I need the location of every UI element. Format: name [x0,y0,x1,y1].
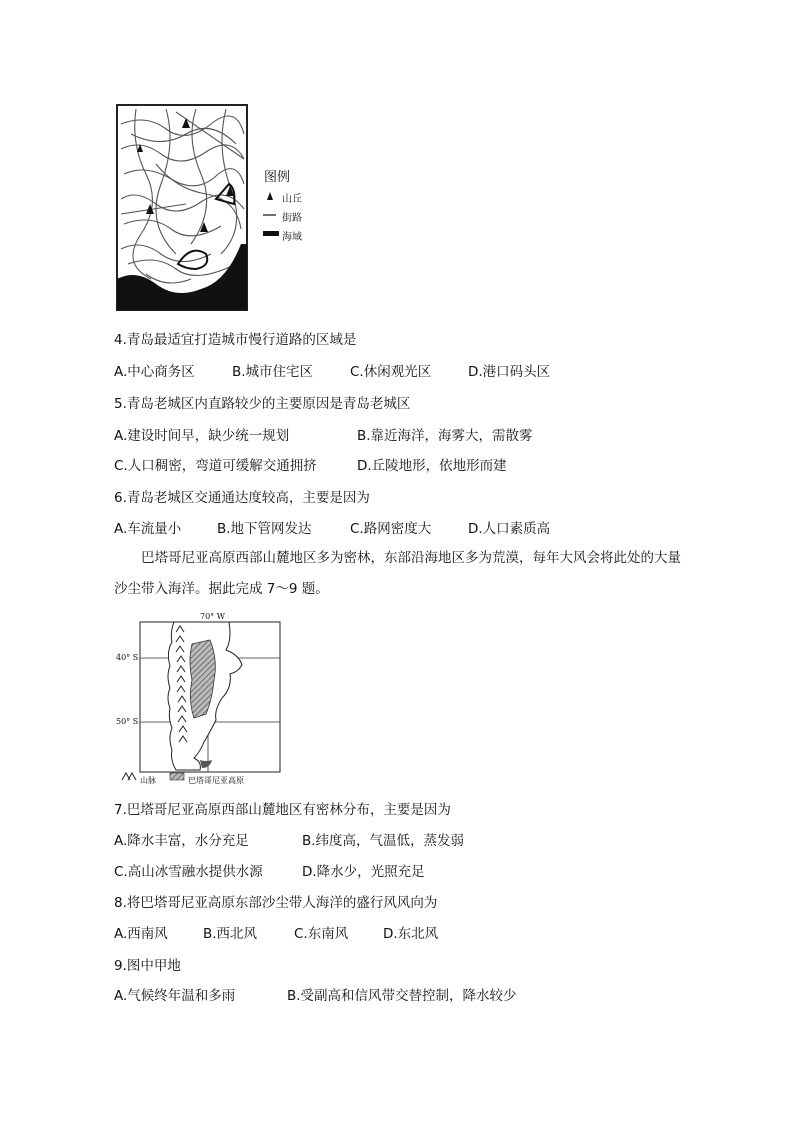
plateau-hatch-icon [170,773,184,780]
q4-option-c: C.休闲观光区 [350,364,432,380]
patagonia-map [114,610,286,786]
q7-option-d: D.降水少，光照充足 [302,864,425,880]
passage-text: 巴塔哥尼亚高原西部山麓地区多为密林，东部沿海地区多为荒漠，每年大风会将此处的大量沙尘带入海洋。据此完成 7～9 题。 [114,550,681,597]
q9-option-b: B.受副高和信风带交替控制，降水较少 [287,988,517,1004]
q4-option-d: D.港口码头区 [468,364,551,380]
hill-icon [267,192,273,200]
q7-option-c: C.高山冰雪融水提供水源 [114,864,263,880]
q7-option-a: A.降水丰富，水分充足 [114,833,249,849]
question-8-stem: 8.将巴塔哥尼亚高原东部沙尘带人海洋的盛行风风向为 [114,895,438,911]
q5-option-b: B.靠近海洋，海雾大，需散雾 [357,428,533,444]
legend-label-sea: 海域 [282,232,302,243]
question-4-stem: 4.青岛最适宜打造城市慢行道路的区域是 [114,332,357,348]
latitude-label-50: 50° S [116,717,139,726]
street-map-figure [116,104,310,312]
q5-option-d: D.丘陵地形，依地形而建 [357,458,507,474]
mountain-icon [122,773,136,780]
legend-label-mountain: 山脉 [140,776,156,785]
q9-option-a: A.气候终年温和多雨 [114,988,236,1004]
q5-option-a: A.建设时间早，缺少统一规划 [114,428,290,444]
question-9-stem: 9.图中甲地 [114,958,181,974]
legend-label-hill: 山丘 [282,194,302,205]
q6-option-a: A.车流量小 [114,521,182,537]
q6-option-d: D.人口素质高 [468,521,551,537]
q6-option-c: C.路网密度大 [350,521,432,537]
legend-label-street: 街路 [282,213,302,224]
patagonia-map-figure [114,610,286,786]
question-5-stem: 5.青岛老城区内直路较少的主要原因是青岛老城区 [114,396,411,412]
q7-option-b: B.纬度高，气温低，蒸发弱 [302,833,465,849]
q6-option-b: B.地下管网发达 [217,521,312,537]
latitude-label-40: 40° S [116,653,139,662]
legend-title: 图例 [264,170,291,185]
street-map [116,104,310,312]
q8-option-b: B.西北风 [203,926,258,942]
q5-option-c: C.人口稠密，弯道可缓解交通拥挤 [114,458,317,474]
longitude-label: 70° W [200,612,225,621]
coast-fill-icon [263,231,279,236]
q8-option-c: C.东南风 [294,926,349,942]
q4-option-b: B.城市住宅区 [232,364,314,380]
q8-option-a: A.西南风 [114,926,168,942]
question-6-stem: 6.青岛老城区交通通达度较高，主要是因为 [114,490,370,506]
q8-option-d: D.东北风 [383,926,439,942]
question-7-stem: 7.巴塔哥尼亚高原西部山麓地区有密林分布，主要是因为 [114,802,451,818]
legend-label-plateau: 巴塔哥尼亚高原 [188,776,244,785]
q4-option-a: A.中心商务区 [114,364,195,380]
